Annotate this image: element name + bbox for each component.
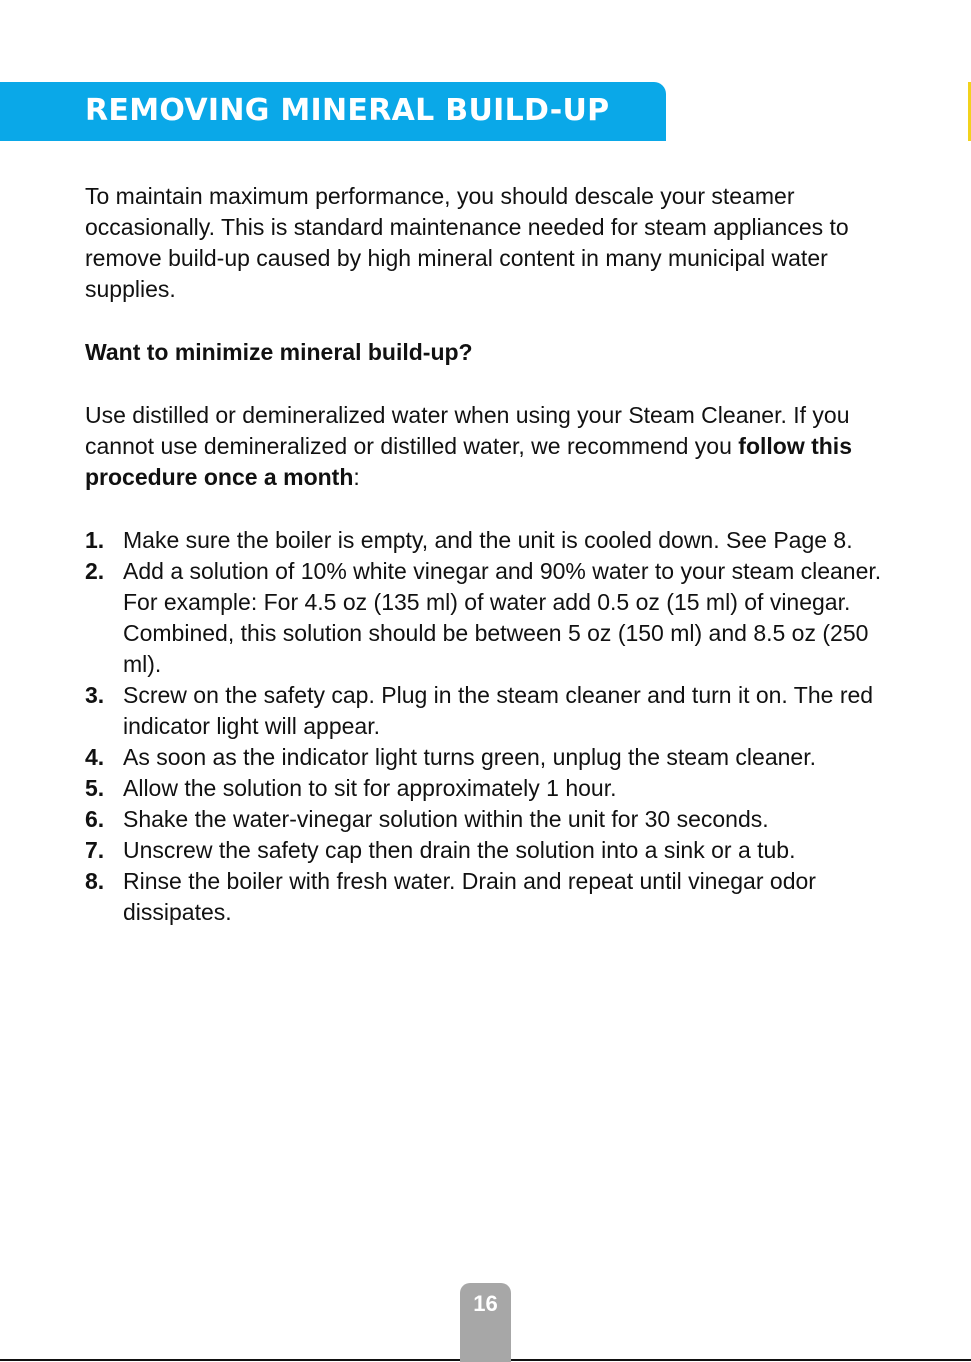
step-number: 6.	[85, 806, 105, 832]
step-text: Shake the water-vinegar solution within the unit for 30 seconds.	[123, 806, 769, 832]
list-item	[85, 742, 885, 773]
page-number: 16	[473, 1291, 498, 1316]
step-text: Unscrew the safety cap then drain the solution into a sink or a tub.	[123, 837, 796, 863]
step-text: Rinse the boiler with fresh water. Drain and repeat until vinegar odor dissipates.	[123, 868, 816, 925]
recommendation-emphasis: follow this procedure once a month	[85, 433, 852, 490]
list-item	[85, 804, 885, 835]
list-item	[85, 835, 885, 866]
recommendation-text: Use distilled or demineralized water when using your Steam Cleaner. If you cannot use demineralized or distilled water, we recommend you	[85, 402, 850, 459]
intro-paragraph: To maintain maximum performance, you should descale your steamer occasionally. This is standard maintenance needed for steam appliances to remove build-up caused by high mineral content in many municipal water supplies.	[85, 183, 849, 302]
section-heading: Want to minimize mineral build-up?	[85, 339, 473, 365]
step-number: 2.	[85, 558, 105, 584]
list-item	[85, 525, 885, 556]
step-text: Screw on the safety cap. Plug in the steam cleaner and turn it on. The red indicator light will appear.	[123, 682, 874, 739]
list-item	[85, 680, 885, 742]
title-banner	[0, 82, 666, 141]
procedure-steps	[85, 525, 885, 928]
step-number: 3.	[85, 682, 105, 708]
step-text: As soon as the indicator light turns green, unplug the steam cleaner.	[123, 744, 816, 770]
step-text: Make sure the boiler is empty, and the unit is cooled down. See Page 8.	[123, 527, 853, 553]
list-item	[85, 773, 885, 804]
step-number: 4.	[85, 744, 105, 770]
step-text: Add a solution of 10% white vinegar and 90% water to your steam cleaner. For example: For 4.5 oz (135 ml) of water add 0.5 oz (15 ml) of vinegar. Combined, this solution should be between 5 oz (150 ml) and 8.5 oz (250 ml).	[123, 558, 882, 677]
list-item	[85, 556, 885, 680]
recommendation-suffix: :	[353, 464, 360, 490]
list-item	[85, 866, 885, 928]
recommendation-paragraph	[85, 400, 885, 493]
step-number: 8.	[85, 868, 105, 894]
step-number: 1.	[85, 527, 105, 553]
page-number-tab	[460, 1283, 511, 1362]
page-title: REMOVING MINERAL BUILD-UP	[85, 93, 610, 128]
step-text: Allow the solution to sit for approximately 1 hour.	[123, 775, 617, 801]
step-number: 5.	[85, 775, 105, 801]
main-content	[85, 181, 885, 928]
step-number: 7.	[85, 837, 105, 863]
